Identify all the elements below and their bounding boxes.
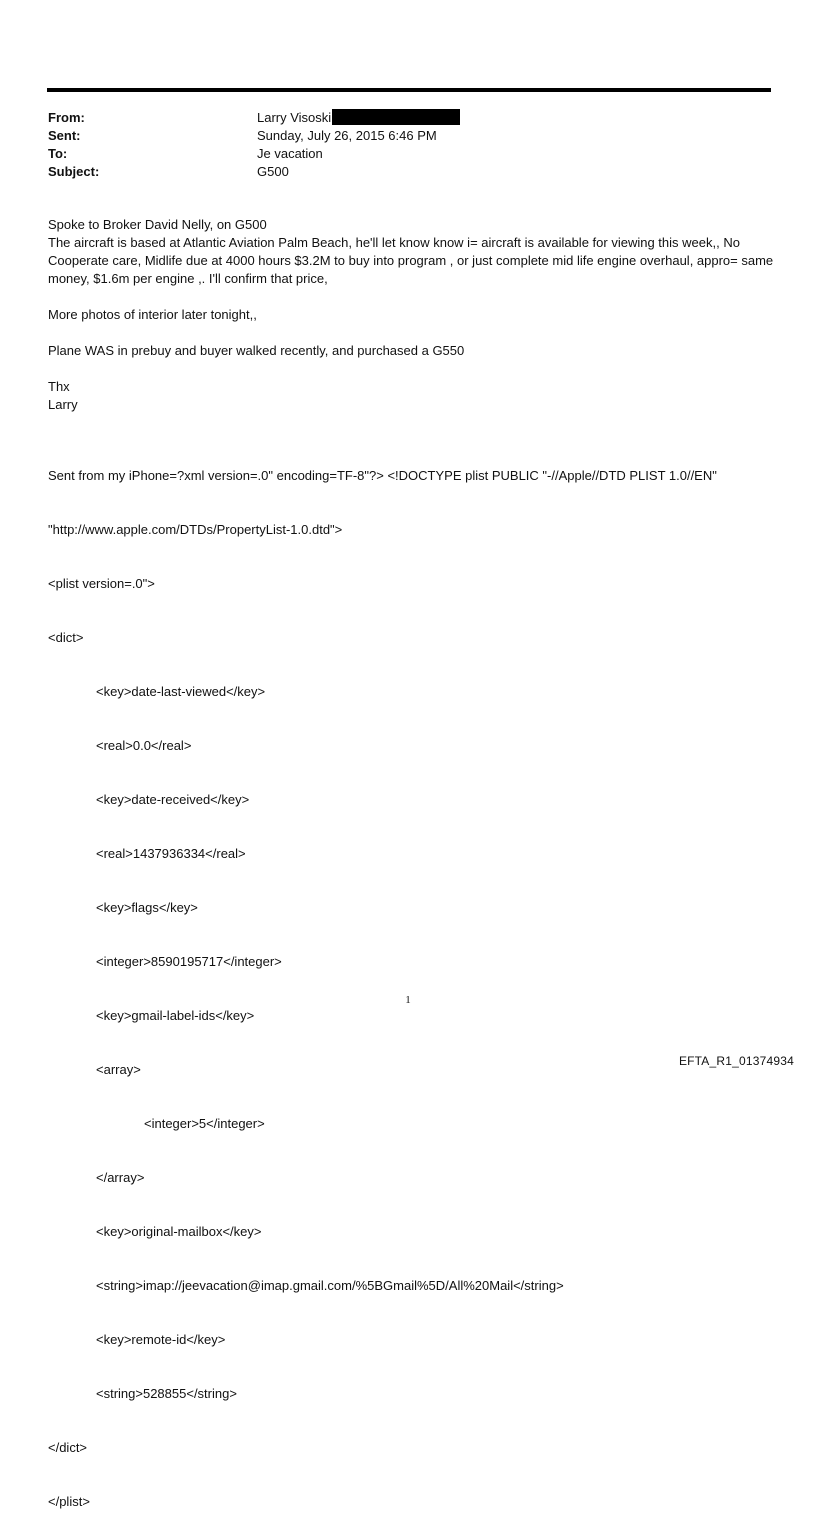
page-number: 1	[405, 994, 411, 1006]
plist-line: <key>flags</key>	[96, 900, 198, 915]
plist-line: <plist version=.0">	[48, 576, 155, 591]
sent-label: Sent:	[48, 128, 81, 143]
plist-line: <integer>8590195717</integer>	[96, 954, 282, 969]
plist-line: <real>1437936334</real>	[96, 846, 246, 861]
plist-line: <array>	[96, 1062, 141, 1077]
document-id: EFTA_R1_01374934	[678, 1054, 794, 1068]
plist-line: <integer>5</integer>	[144, 1116, 265, 1131]
plist-line: <dict>	[48, 630, 84, 645]
body-paragraph: Plane WAS in prebuy and buyer walked recently, and purchased a G550	[48, 343, 465, 358]
redaction-block	[332, 109, 460, 125]
plist-line: <key>gmail-label-ids</key>	[96, 1008, 255, 1023]
from-label: From:	[48, 110, 85, 125]
plist-line: <string>imap://jeevacation@imap.gmail.com/%5BGmail%5D/All%20Mail</string>	[96, 1278, 564, 1293]
plist-line: </array>	[96, 1170, 145, 1185]
subject-value: G500	[257, 164, 289, 179]
signoff: Thx	[48, 379, 70, 394]
plist-line: </plist>	[48, 1494, 90, 1509]
from-name: Larry Visoski	[257, 110, 332, 125]
plist-line: <key>remote-id</key>	[96, 1332, 226, 1347]
plist-line: <key>date-last-viewed</key>	[96, 684, 266, 699]
body-paragraph: Spoke to Broker David Nelly, on G500	[48, 217, 267, 232]
plist-line: <key>original-mailbox</key>	[96, 1224, 262, 1239]
plist-line: Sent from my iPhone=?xml version=.0" encoding=TF-8"?> <!DOCTYPE plist PUBLIC "-//Apple//DTD PLIST 1.0//EN"	[48, 468, 717, 483]
to-value: Je vacation	[257, 146, 323, 161]
to-label: To:	[48, 146, 68, 161]
signature-name: Larry	[48, 397, 78, 412]
from-value	[257, 109, 460, 127]
plist-line: </dict>	[48, 1440, 88, 1455]
header-rule	[47, 88, 771, 92]
email-body	[48, 216, 778, 414]
body-paragraph: The aircraft is based at Atlantic Aviation Palm Beach, he'll let know know i= aircraft is available for viewing this week,, No Cooperate care, Midlife due at 4000 hours $3.2M to buy into program , or just complete mid life engine overhaul, appro= same money, $1.6m per engine ,. I'll confirm that price,	[48, 235, 774, 286]
plist-block	[48, 431, 788, 1529]
plist-line: "http://www.apple.com/DTDs/PropertyList-1.0.dtd">	[48, 522, 343, 537]
plist-line: <string>528855</string>	[96, 1386, 237, 1401]
subject-label: Subject:	[48, 164, 100, 179]
sent-value: Sunday, July 26, 2015 6:46 PM	[257, 128, 437, 143]
body-paragraph: More photos of interior later tonight,,	[48, 307, 257, 322]
plist-line: <real>0.0</real>	[96, 738, 192, 753]
plist-line: <key>date-received</key>	[96, 792, 250, 807]
